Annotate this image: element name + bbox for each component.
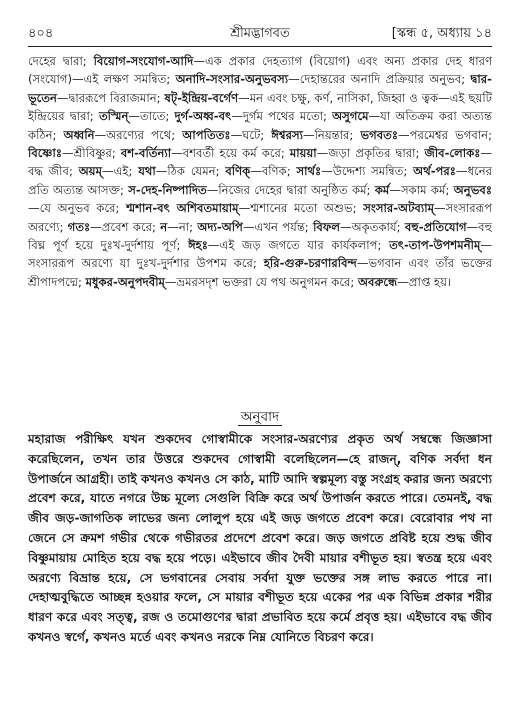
synonym-term: অধ্বনি <box>63 127 95 142</box>
synonym-gloss: —বশবর্তী হয়ে কর্ম করে; <box>171 146 290 161</box>
synonym-gloss: —ঘটে; <box>230 127 272 142</box>
synonym-gloss: —এই জড় জগতে যার কার্যকলাপ; <box>207 238 390 253</box>
synonym-gloss: —বহু বিঘ্ন পূর্ণ হয়ে দুঃখ-দুর্দশায় পূর্ণ; <box>28 219 492 253</box>
synonym-gloss: —বদ্ধ জীব; <box>28 146 492 179</box>
synonym-term: ঈহঃ <box>188 238 208 253</box>
synonym-gloss: —দ্বাররূপে বিরাজমান; <box>56 90 165 105</box>
synonym-gloss: —সংসাররূপ অরণ্যে যা দুঃখ-দুর্দশার উপশম করে; <box>28 238 492 271</box>
synonym-gloss: —ভ্রমরসদৃশ ভক্তরা যে পথ অনুগমন করে; <box>164 274 358 289</box>
synonym-gloss: —অরণ্যের পথে; <box>94 127 183 142</box>
synonym-gloss: —যে অনুভব করে; <box>28 201 127 216</box>
synonym-gloss: —তাতে; <box>128 109 175 124</box>
synonym-gloss: —অকৃতকার্য; <box>340 219 405 234</box>
synonym-term: গতঃ <box>67 219 91 234</box>
synonym-gloss: —এক প্রকার দেহত্যাগ (বিয়োগ) এবং অন্য প্রকার দেহ ধারণ (সংযোগ)—এই লক্ষণ সমন্বিত; <box>28 54 492 87</box>
synonym-term: দ্বার-ভূতেন <box>28 72 492 105</box>
synonym-term: স-দেহ-নিষ্পাদিত <box>128 182 207 197</box>
synonym-gloss: —নিয়ন্তার; <box>302 127 361 142</box>
translation-paragraph: মহারাজ পরীক্ষিৎ যখন শুকদেব গোস্বামীকে সংসার-অরণ্যের প্রকৃত অর্থ সম্বন্ধে জিজ্ঞাসা করেছিলেন, তখন তার উত্তরে শুকদেব গোস্বামী বলেছিলেন—হে রাজন্, বণিক সর্বদা ধন উপার্জনে আগ্রহী। তাই কখনও কখনও সে কাঠ, মাটি আদি স্বল্পমূল্য বস্তু সংগ্রহ করার জন্য অরণ্যে প্রবেশ করে, যাতে নগরে উচ্চ মূল্যে সেগুলি বিক্রি করে অর্থ উপার্জন করতে পারে। তেমনই, বদ্ধ জীব জড়-জাগতিক লাভের জন্য লোলুপ হয়ে এই জড় জগতে প্রবেশ করে। বেরোবার পথ না জেনে সে ক্রমশ গভীর থেকে গভীরতর প্রদেশে প্রবেশ করে। জড় জগতে প্রবিষ্ট হয়ে শুদ্ধ জীব বিষ্ণুমায়ায় মোহিত হয়ে বদ্ধ হয়ে পড়ে। এইভাবে জীব দৈবী মায়ার বশীভূত হয়। স্বতন্ত্র হয়ে এবং অরণ্যে বিভ্রান্ত হয়ে, সে ভগবানের সেবায় সর্বদা যুক্ত ভক্তের সঙ্গ লাভ করতে পারে না। দেহাত্মবুদ্ধিতে আচ্ছন্ন হওয়ার ফলে, সে মায়ার বশীভূত হয়ে একের পর এক বিভিন্ন প্রকার শরীর ধারণ করে এবং সত্ত্ব, রজ ও তমোগুণের দ্বারা প্রভাবিত হয়ে কর্মে প্রবৃত্ত হয়। এইভাবে বদ্ধ জীব কখনও স্বর্গে, কখনও মর্তে এবং কখনও নরকে নিম্ন যোনিতে বিচরণ করে। <box>28 432 492 644</box>
synonym-term: সার্থঃ <box>296 164 322 179</box>
synonym-term: সংসার-অটব্যাম্ <box>363 201 435 216</box>
synonym-term: তস্মিন্ <box>98 109 129 124</box>
synonyms-paragraph <box>28 52 492 291</box>
synonym-term: অনাদি-সংসার-অনুভবস্য <box>175 72 289 87</box>
synonym-term: অদ্য-অপি <box>197 219 243 234</box>
synonym-term: বশ-বর্তিন্যা <box>120 146 172 161</box>
synonym-term: অর্থ-পরঃ <box>413 164 456 179</box>
synonym-gloss: —ধনের প্রতি অত্যন্ত আসক্ত; <box>28 164 493 197</box>
synonym-term: অয়ম্ <box>78 164 103 179</box>
synonym-gloss: —প্রাপ্ত হয়। <box>397 274 452 289</box>
synonym-term: জীব-লোকঃ <box>424 146 481 161</box>
synonym-term: ঈশ্বরস্য <box>271 127 303 142</box>
synonym-term: ষট্-ইন্দ্রিয়-বর্গেণ <box>164 90 239 105</box>
synonym-gloss: —যা অতিক্রম করা অত্যন্ত কঠিন; <box>28 109 492 142</box>
book-title: শ্রীমদ্ভাগবত <box>230 26 290 41</box>
chapter-reference: [স্কন্ধ ৫, অধ্যায় ১৪ <box>391 26 492 41</box>
synonym-term: কর্ম <box>374 182 390 197</box>
synonym-term: হরি-গুরু-চরণারবিন্দ <box>263 256 357 271</box>
synonym-term: বণিক্ <box>225 164 251 179</box>
synonym-term: বহু-প্রতিযোগ <box>404 219 467 234</box>
synonym-term: যথা <box>138 164 156 179</box>
synonym-term: ভগবতঃ <box>360 127 399 142</box>
translation-heading <box>28 406 492 429</box>
synonym-term: মায়য়া <box>289 146 317 161</box>
synonym-gloss: —শ্রীবিষ্ণুর; <box>62 146 121 161</box>
synonym-term: অবরুন্ধে <box>358 274 398 289</box>
synonym-term: মধুকর-অনুপদবীম্ <box>85 274 165 289</box>
synonym-gloss: —দেহান্তরের অনাদি প্রক্রিয়ার অনুভব; <box>288 72 471 87</box>
synonym-gloss: —উদ্দেশ্য সমন্বিত; <box>321 164 414 179</box>
synonym-gloss: দেহের দ্বারা; <box>28 54 94 68</box>
synonym-gloss: —দুর্গম পথের মতো; <box>231 109 333 124</box>
synonym-term: বিয়োগ-সংযোগ-আদি <box>93 54 194 68</box>
synonym-term: বিষ্ণোঃ <box>28 146 63 161</box>
synonym-term: বিফল <box>313 219 340 234</box>
synonym-gloss: —এখন পর্যন্ত; <box>242 219 314 234</box>
page-number: ৪০৪ <box>28 26 54 41</box>
page-header <box>28 22 492 44</box>
synonym-gloss: —সকাম কর্ম; <box>389 182 454 197</box>
synonym-term: তৎ-তাপ-উপশমনীম্ <box>389 238 481 253</box>
synonym-term: ন <box>160 219 168 234</box>
synonym-gloss: —না; <box>167 219 198 234</box>
synonym-gloss: —বণিক; <box>250 164 297 179</box>
synonym-gloss: —মন এবং চক্ষু, কর্ণ, নাসিকা, জিহ্বা ও ত্বক—এই ছয়টি ইন্দ্রিয়ের দ্বারা; <box>28 90 492 124</box>
synonym-term: শ্মশান-বৎ অশিবতমায়াম্ <box>126 201 239 216</box>
synonym-term: অসুগমে <box>332 109 369 124</box>
synonym-gloss: —জড়া প্রকৃতির দ্বারা; <box>316 146 425 161</box>
book-page <box>28 0 492 723</box>
synonym-gloss: —ভগবান এবং তাঁর ভক্তের শ্রীপাদপদ্মে; <box>28 256 492 289</box>
synonym-gloss: —এই; <box>102 164 139 179</box>
header-divider <box>28 46 492 47</box>
translation-heading-text: অনুবাদ <box>238 409 282 426</box>
synonym-gloss: —ঠিক যেমন; <box>155 164 226 179</box>
synonym-term: দুর্গ-অধ্ব-বৎ <box>174 109 232 124</box>
synonym-gloss: —প্রবেশ করে; <box>90 219 161 234</box>
synonym-gloss: —সংসাররূপ অরণ্যে; <box>28 201 492 234</box>
synonym-term: আপতিতঃ <box>182 127 231 142</box>
synonym-gloss: —নিজের দেহের দ্বারা অনুষ্ঠিত কর্ম; <box>206 182 375 197</box>
synonym-gloss: —পরমেশ্বর ভগবান; <box>398 127 493 142</box>
synonym-gloss: —শ্মশানের মতো অশুভ; <box>238 201 364 216</box>
synonym-term: অনুভবঃ <box>453 182 492 197</box>
